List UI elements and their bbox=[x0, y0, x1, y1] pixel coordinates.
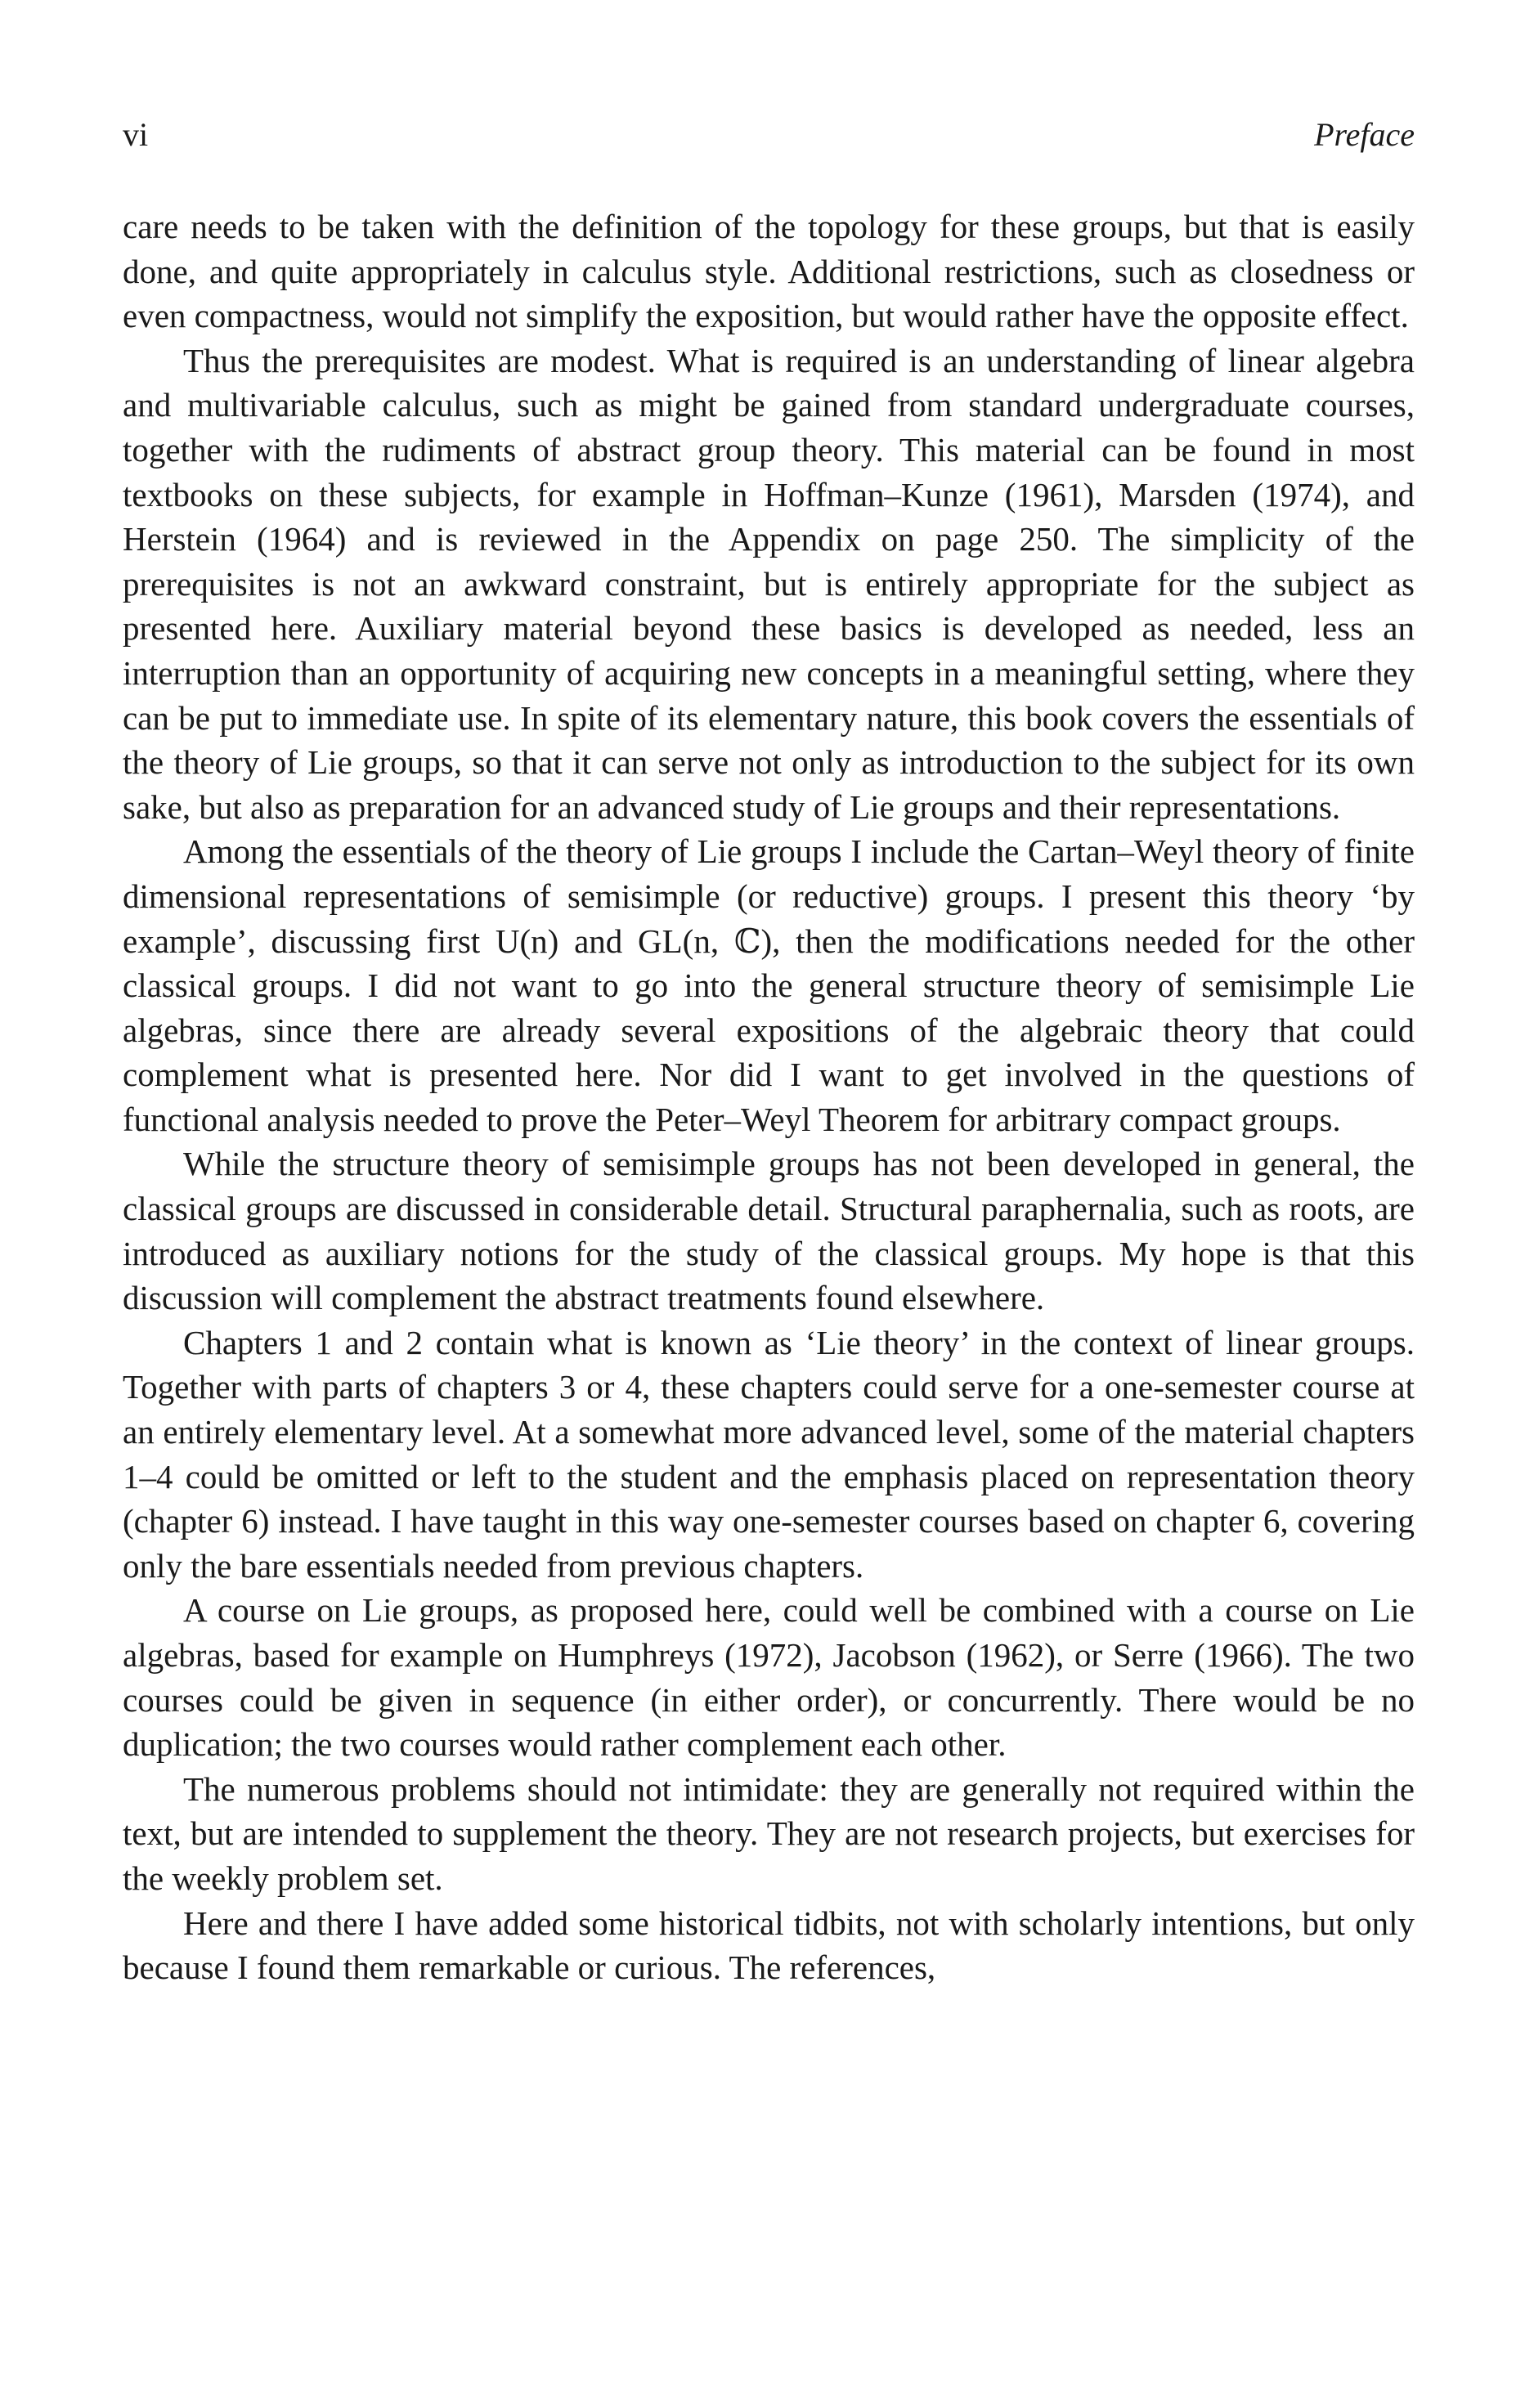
running-head bbox=[123, 110, 1415, 159]
paragraph-prerequisites: Thus the prerequisites are modest. What is required is an understanding of linear algebra and multivariable calculus, such as might be gained from standard undergraduate courses, together with the rudiments of abstract group theory. This material can be found in most textbooks on these subjects, for example in Hoffman–Kunze (1961), Marsden (1974), and Herstein (1964) and is reviewed in the Appendix on page 250. The simplicity of the prerequisites is not an awkward constraint, but is entirely appropriate for the subject as presented here. Auxiliary material beyond these basics is developed as needed, less an interruption than an opportunity of acquiring new concepts in a meaningful setting, where they can be put to immediate use. In spite of its elementary nature, this book covers the essentials of the theory of Lie groups, so that it can serve not only as introduction to the subject for its own sake, but also as preparation for an advanced study of Lie groups and their representations. bbox=[123, 341, 1415, 826]
paragraph-problems: The numerous problems should not intimidate: they are generally not required within the text, but are intended to supplement the theory. They are not research projects, but exercises for the weekly problem set. bbox=[123, 1769, 1415, 1897]
paragraph-cartan-weyl: Among the essentials of the theory of Lie groups I include the Cartan–Weyl theory of finite dimensional representations of semisimple (or reductive) groups. I present this theory ‘by example’, discussing first U(n) and GL(n, ℂ), then the modifications needed for the other classical groups. I did not want to go into the general structure theory of semisimple Lie algebras, since there are already several expositions of the algebraic theory that could complement what is presented here. Nor did I want to get involved in the questions of functional analysis needed to prove the Peter–Weyl Theorem for arbitrary compact groups. bbox=[123, 832, 1415, 1138]
paragraph-lie-algebras-course: A course on Lie groups, as proposed here, could well be combined with a course on Lie algebras, based for example on Humphreys (1972), Jacobson (1962), or Serre (1966). The two courses could be given in sequence (in either order), or concurrently. There would be no duplication; the two courses would rather complement each other. bbox=[123, 1591, 1415, 1764]
running-title: Preface bbox=[1314, 116, 1415, 153]
paragraph-structure-theory: While the structure theory of semisimple groups has not been developed in general, the classical groups are discussed in considerable detail. Structural paraphernalia, such as roots, are introduced as auxiliary notions for the study of the classical groups. My hope is that this discussion will complement the abstract treatments found elsewhere. bbox=[123, 1145, 1415, 1317]
body-text bbox=[123, 204, 1415, 1990]
page-number: vi bbox=[123, 116, 149, 153]
paragraph-chapters: Chapters 1 and 2 contain what is known as ‘Lie theory’ in the context of linear groups. Together with parts of chapters 3 or 4, these chapters could serve for a one-semester course at an entirely elementary level. At a somewhat more advanced level, some of the material chapters 1–4 could be omitted or left to the student and the emphasis placed on representation theory (chapter 6) instead. I have taught in this way one-semester courses based on chapter 6, covering only the bare essentials needed from previous chapters. bbox=[123, 1323, 1415, 1585]
paragraph-continuation: care needs to be taken with the definition of the topology for these groups, but that is easily done, and quite appropriately in calculus style. Additional restrictions, such as closedness or even compactness, would not simplify the exposition, but would rather have the opposite effect. bbox=[123, 208, 1415, 335]
paragraph-historical-tidbits: Here and there I have added some historical tidbits, not with scholarly intentions, but only because I found them remarkable or curious. The references, bbox=[123, 1904, 1415, 1987]
